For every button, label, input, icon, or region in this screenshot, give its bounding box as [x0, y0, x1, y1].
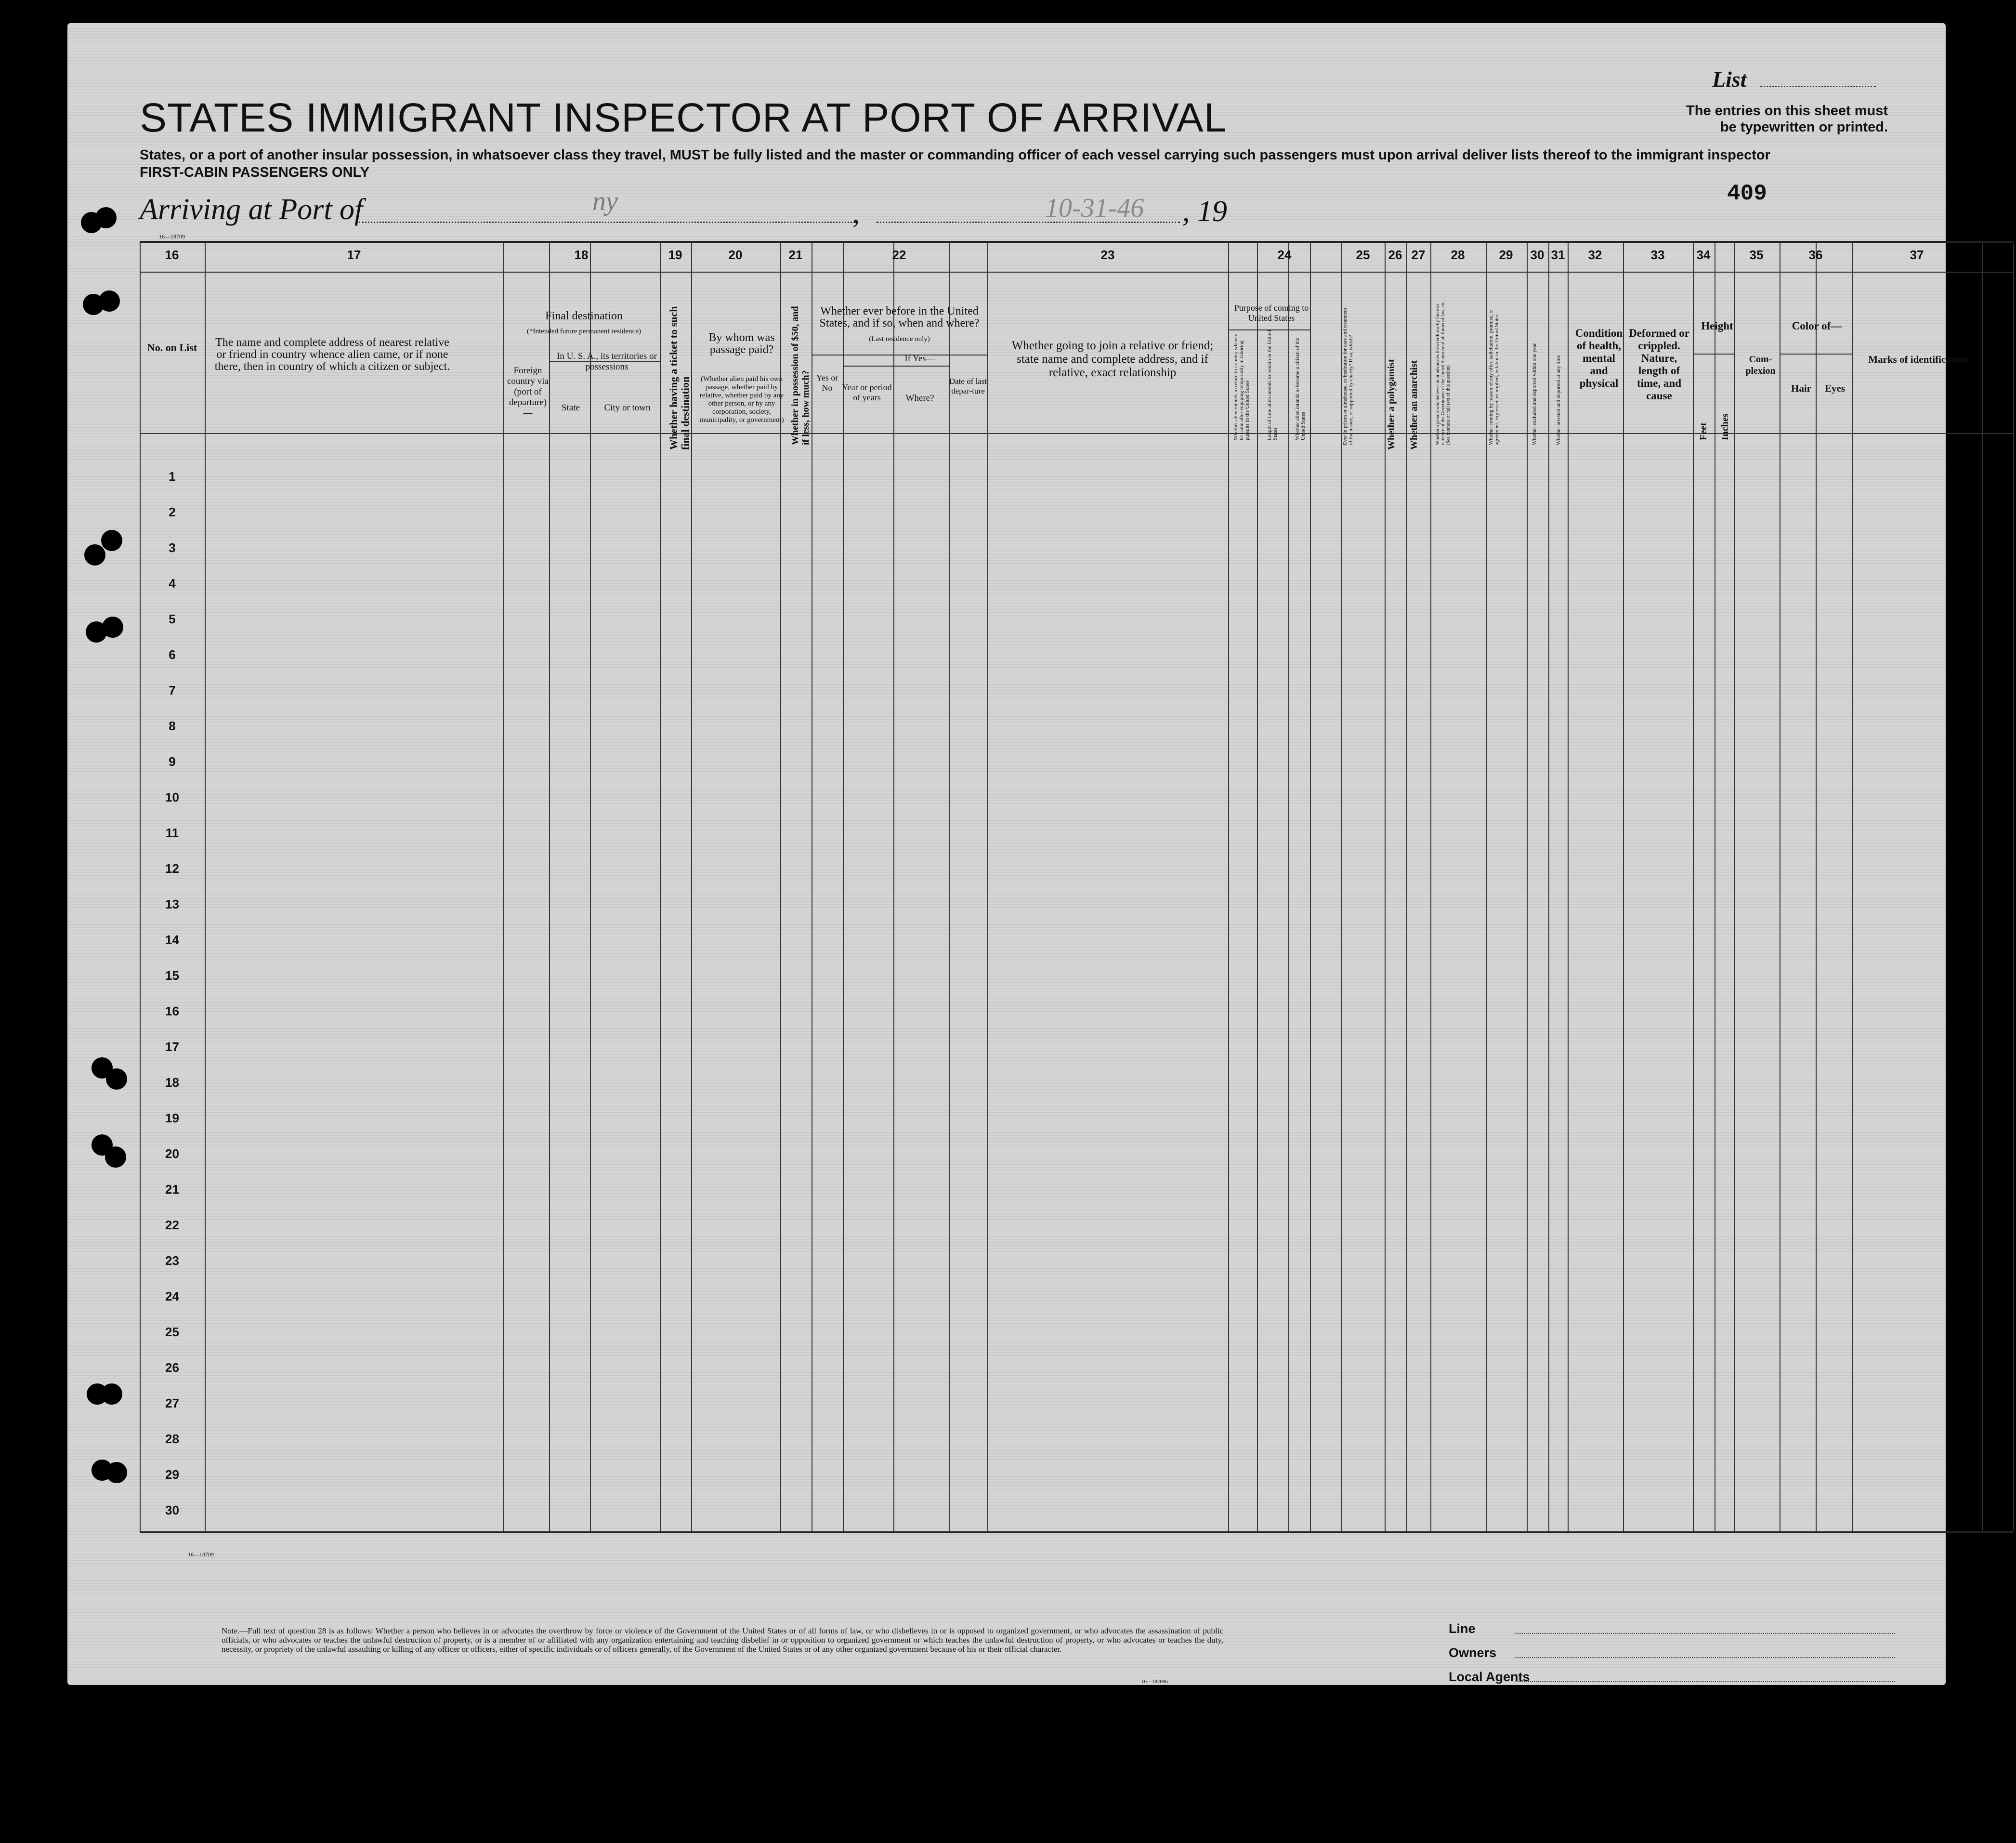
column-rule — [843, 243, 844, 1531]
row-number: 20 — [165, 1146, 179, 1161]
row-number: 21 — [165, 1182, 179, 1197]
col22-date: Date of last depar-ture — [949, 377, 987, 395]
col18-city: City or town — [604, 403, 651, 413]
row-number: 30 — [165, 1503, 179, 1517]
column-number: 29 — [1499, 248, 1513, 262]
row-number: 15 — [165, 968, 179, 983]
row-number: 29 — [165, 1467, 179, 1482]
punch-hole — [105, 1146, 126, 1168]
column-number: 16 — [165, 248, 179, 262]
header-rule — [843, 366, 949, 367]
col36-title: Color of— — [1792, 320, 1842, 332]
row-number: 23 — [165, 1253, 179, 1268]
col22-title: Whether ever before in the United States, and if so, when and where? — [819, 305, 980, 329]
row-number: 27 — [165, 1396, 179, 1410]
column-number: 18 — [574, 248, 589, 262]
col18-usa: In U. S. A., its territories or possessions — [557, 351, 657, 372]
comma: , — [852, 197, 860, 229]
manifest-sheet — [67, 23, 1968, 1685]
form-number-bottom: 16—18709 — [188, 1551, 214, 1558]
row-number: 5 — [169, 612, 176, 626]
col36-hair: Hair — [1791, 382, 1811, 394]
column-rule — [1385, 243, 1386, 1531]
port-line — [359, 222, 855, 223]
row-number: 28 — [165, 1432, 179, 1446]
col31-header: Whether arrested and deported at any time — [1556, 355, 1561, 445]
row-number: 22 — [165, 1218, 179, 1232]
header-rule — [1780, 354, 1852, 355]
col18-state: State — [562, 403, 580, 413]
column-rule — [1257, 243, 1258, 1531]
column-rule — [1568, 243, 1569, 1531]
col21-header: Whether in possession of $50, and if less, how much? — [790, 306, 811, 445]
row-number: 10 — [165, 790, 179, 804]
col26-header: Whether a polygamist — [1386, 359, 1397, 450]
col22-year: Year or period of years — [842, 382, 892, 402]
col36-eyes: Eyes — [1825, 382, 1845, 394]
col35-header: Com-plexion — [1745, 354, 1776, 376]
col22-if-yes: If Yes— — [904, 354, 935, 364]
column-rule — [549, 243, 550, 1531]
row-number: 17 — [165, 1040, 179, 1054]
row-number: 8 — [169, 719, 176, 733]
row-number: 7 — [169, 683, 176, 698]
punch-hole — [106, 1462, 127, 1483]
page-title: STATES IMMIGRANT INSPECTOR AT PORT OF ARRIVAL — [140, 95, 1227, 140]
row-number: 14 — [165, 933, 179, 947]
col23-header: Whether going to join a relative or friend; state name and complete address, and if relative, exact relationship — [1011, 339, 1214, 379]
col34-feet: Feet — [1698, 422, 1709, 440]
col20-sub: (Whether alien paid his own passage, whether paid by relative, whether paid by any other person, or by any corporation, society, municipality, or government) — [699, 375, 784, 424]
column-rule — [1734, 243, 1735, 1531]
punch-hole — [99, 290, 120, 312]
passenger-class: FIRST-CABIN PASSENGERS ONLY — [140, 165, 369, 180]
col37-header: Marks of identification — [1868, 354, 1968, 365]
column-number: 30 — [1530, 248, 1545, 262]
column-rule — [949, 243, 950, 1531]
row-number: 4 — [169, 576, 176, 591]
arriving-label: Arriving at Port of — [140, 193, 363, 226]
footnote-form-number: 16—18709b — [1141, 1679, 1168, 1685]
line-field — [1515, 1633, 1895, 1634]
form-number-top: 16—18709 — [159, 233, 185, 240]
column-rule — [691, 243, 692, 1531]
col30-header: Whether excluded and deported within one year — [1532, 343, 1537, 445]
punch-hole — [102, 617, 123, 638]
col16-header: No. on List — [147, 342, 197, 354]
row-number: 3 — [169, 540, 176, 555]
column-number: 23 — [1100, 248, 1115, 262]
column-rule — [1288, 243, 1289, 1531]
col17-header: The name and complete address of nearest relative or friend in country whence alien came, or if none there, then in country of which a citizen or subject. — [214, 336, 450, 373]
row-number: 1 — [169, 469, 176, 484]
row-number: 25 — [165, 1325, 179, 1339]
column-rule — [590, 243, 591, 1531]
column-rule — [1623, 243, 1624, 1531]
column-number: 20 — [728, 248, 743, 262]
column-rule — [987, 243, 988, 1531]
column-rule — [660, 243, 661, 1531]
col29-header: Whether coming by reason of any offer, solicitation, promise, or agreement, expressed or implied, to labor in the United States — [1488, 309, 1500, 445]
line-label: Line — [1449, 1621, 1476, 1636]
row-number: 11 — [165, 826, 179, 840]
column-rule — [1548, 243, 1549, 1531]
col24-b: Length of time alien intends to remain in the United States — [1267, 330, 1278, 440]
column-rule — [1982, 243, 1983, 1531]
column-number: 17 — [347, 248, 361, 262]
page-number: 409 — [1727, 181, 1767, 206]
punch-hole — [95, 207, 117, 228]
row-number: 12 — [165, 861, 179, 876]
col24-title: Purpose of coming to United States — [1234, 303, 1309, 323]
column-rule — [1430, 243, 1431, 1531]
col18-foreign: Foreign country via (port of departure)— — [507, 366, 549, 418]
column-number: 34 — [1696, 248, 1711, 262]
row-number: 6 — [169, 647, 176, 662]
col27-header: Whether an anarchist — [1409, 360, 1419, 450]
header-rule — [140, 433, 2013, 434]
col34-title: Height — [1701, 320, 1733, 332]
column-rule — [1693, 243, 1694, 1531]
typewritten-note: The entries on this sheet must be typewritten or printed. — [1686, 103, 1888, 135]
column-number: 25 — [1356, 248, 1370, 262]
column-rule — [1486, 243, 1487, 1531]
col18-sub: (*Intended future permanent residence) — [527, 328, 641, 335]
column-rule — [2013, 243, 2014, 1531]
col20-title: By whom was passage paid? — [708, 331, 775, 356]
row-number: 19 — [165, 1111, 179, 1125]
agents-field — [1515, 1681, 1895, 1682]
column-rule — [1228, 243, 1229, 1531]
column-number: 35 — [1749, 248, 1764, 262]
column-number: 19 — [668, 248, 682, 262]
row-number: 16 — [165, 1004, 179, 1018]
owners-label: Owners — [1449, 1646, 1497, 1660]
list-label: List — [1712, 67, 1747, 92]
col25-header: Ever in prison or almshouse, or institution for care and treatment of the insane, or supported by charity? If so, which? — [1342, 307, 1354, 445]
column-number: 22 — [892, 248, 906, 262]
row-number: 26 — [165, 1360, 179, 1375]
col19-header: Whether having a ticket to such final destination — [668, 306, 691, 450]
intro-text: States, or a port of another insular possession, in whatsoever class they travel, MUST be fully listed and the master or commanding officer of each vessel carrying such passengers must upon arrival deliver lists thereof to the immigrant inspector — [140, 147, 1770, 163]
column-number: 33 — [1650, 248, 1665, 262]
owners-field — [1515, 1657, 1895, 1658]
punch-hole — [106, 1068, 127, 1090]
row-number: 13 — [165, 897, 179, 911]
col22-yes-no: Yes or No — [816, 373, 838, 393]
column-number: 26 — [1388, 248, 1402, 262]
col33-header: Deformed or crippled. Nature, length of time, and cause — [1629, 327, 1689, 402]
column-number: 32 — [1588, 248, 1602, 262]
list-number-line — [1760, 86, 1876, 87]
header-rule — [140, 272, 2013, 273]
col24-c: Whether alien intends to become a citizen of the United States — [1295, 338, 1306, 440]
column-rule — [205, 243, 206, 1531]
punch-hole — [84, 544, 105, 566]
footnote: Note.—Full text of question 28 is as follows: Whether a person who believes in or advocates the overthrow by force or violence of the Government of the United States or of all forms of law, or who disbelieves in or is opposed to organized government, or who advocates the assassination of public officials, or who advocates or teaches the unlawful destruction of property, or is a member of or affiliated with any organization entertaining and teaching disbelief in or opposition to organized government or which teaches the unlawful destruction of property, or who advocates or teaches the duty, necessity, or propriety of the unlawful assaulting or killing of any officer or officers, either of specific individuals or of officers generally, of the Government of the United States or of any other organized government because of his or their official character. — [222, 1626, 1223, 1654]
column-number: 28 — [1451, 248, 1465, 262]
column-rule — [1527, 243, 1528, 1531]
year-label: , 19 — [1182, 195, 1227, 228]
col22-where: Where? — [905, 393, 934, 403]
col24-a: Whether alien intends to return to country whence he came after engaging temporarily in laboring pursuits in the United States — [1233, 334, 1250, 440]
column-rule — [503, 243, 504, 1531]
col22-sub: (Last residence only) — [869, 335, 930, 343]
column-rule — [1816, 243, 1817, 1531]
column-number: 27 — [1411, 248, 1426, 262]
column-rule — [1310, 243, 1311, 1531]
manifest-table — [140, 241, 2013, 1533]
column-rule — [1406, 243, 1407, 1531]
row-number: 2 — [169, 505, 176, 519]
column-number: 37 — [1910, 248, 1924, 262]
row-number: 24 — [165, 1289, 179, 1303]
port-value: ny — [592, 186, 618, 216]
column-number: 31 — [1551, 248, 1565, 262]
punch-hole — [101, 1383, 122, 1405]
header-rule — [1693, 354, 1734, 355]
agents-label: Local Agents — [1449, 1670, 1530, 1684]
column-rule — [780, 243, 781, 1531]
col28-header: Whether a person who believes in or advocates the overthrow by force or violence of the Government of the United States or of all forms of law, etc. (See footnote of full text of this question) — [1435, 301, 1451, 445]
column-rule — [893, 243, 894, 1531]
col34-inches: Inches — [1720, 413, 1730, 440]
column-number: 21 — [788, 248, 803, 262]
col18-title: Final destination — [545, 310, 623, 322]
column-number: 24 — [1277, 248, 1292, 262]
date-value: 10-31-46 — [1045, 193, 1144, 223]
row-number: 9 — [169, 754, 176, 769]
column-rule — [1852, 243, 1853, 1531]
col32-header: Condition of health, mental and physical — [1575, 327, 1623, 389]
column-number: 36 — [1808, 248, 1823, 262]
punch-hole — [101, 530, 122, 551]
row-number: 18 — [165, 1075, 179, 1090]
